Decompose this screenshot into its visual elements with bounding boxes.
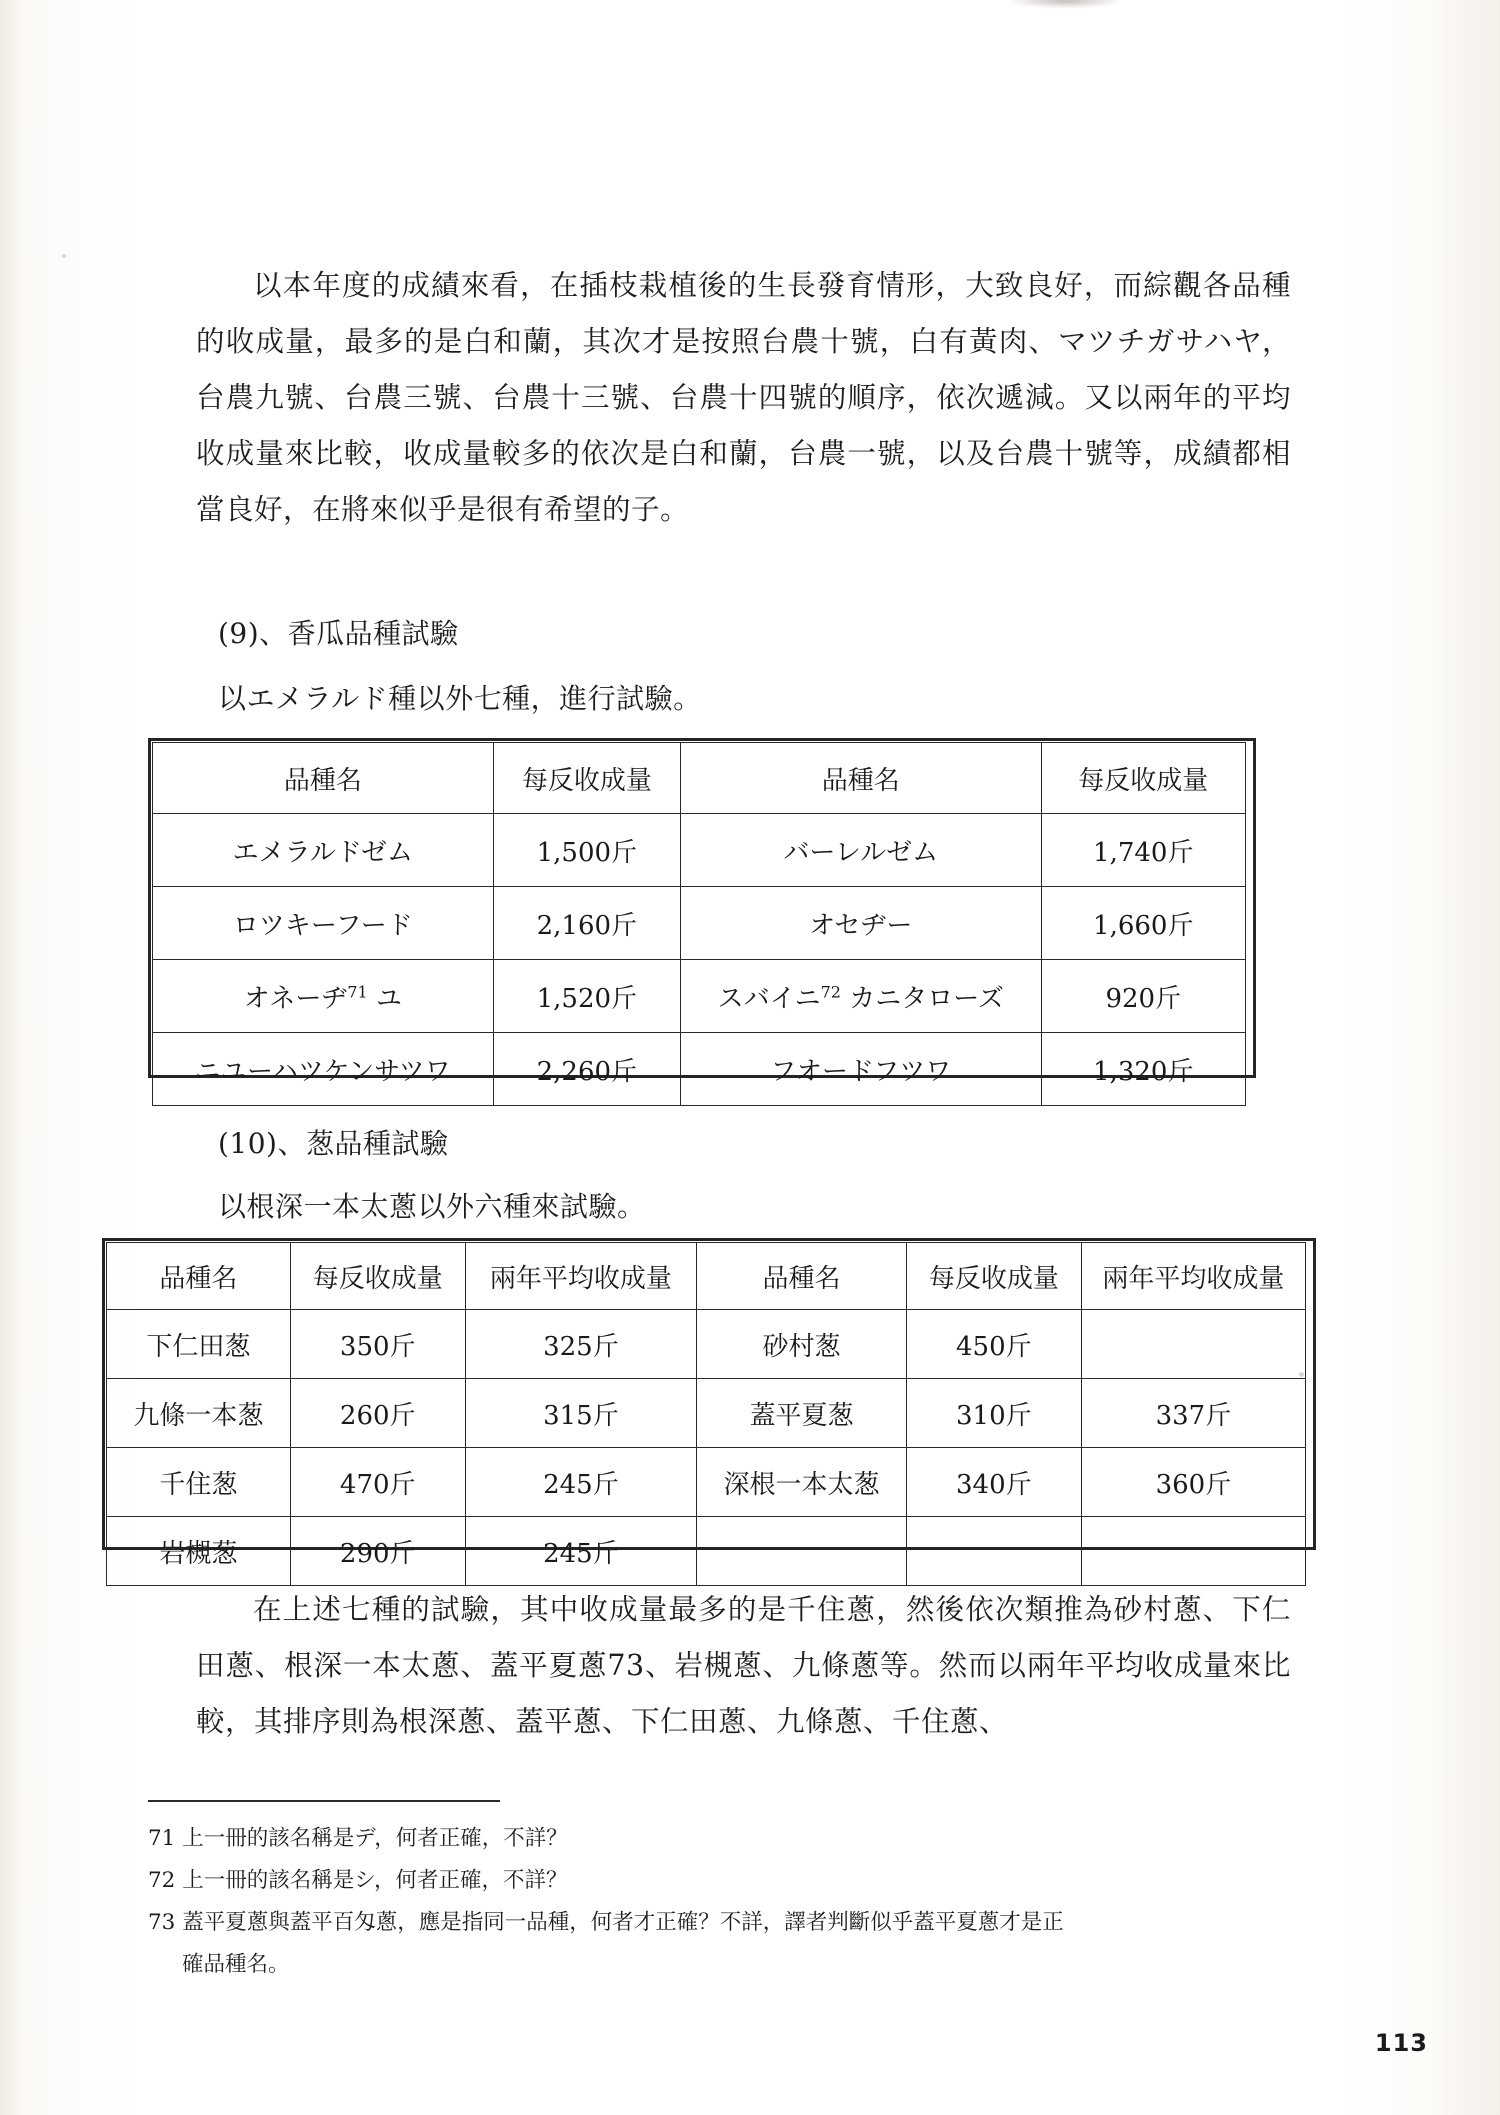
cell-variety-part-b: ユ	[376, 983, 403, 1014]
column-header-yield-right: 每反收成量	[1041, 743, 1245, 814]
cell-two-year-avg: 325斤	[465, 1310, 696, 1379]
cell-variety: ロツキーフード	[153, 887, 494, 960]
cell-two-year-avg: 315斤	[465, 1379, 696, 1448]
cell-variety: 砂村葱	[697, 1310, 907, 1379]
table-header-row	[107, 1243, 1306, 1310]
footnote-separator	[148, 1800, 500, 1802]
cell-yield: 1,500斤	[493, 814, 680, 887]
table-row	[153, 887, 1246, 960]
footnote-marker-71: 71	[347, 981, 368, 1001]
paragraph-intro-text: 以本年度的成績來看，在插枝栽植後的生長發育情形，大致良好，而綜觀各品種的收成量，最多的是白和蘭，其次才是按照台農十號，白有黃肉、マツチガサハヤ，台農九號、台農三號、台農十三號、台農十四號的順序，依次遞減。又以兩年的平均收成量來比較，收成量較多的依次是白和蘭，台農一號，以及台農十號等，成績都相當良好，在將來似乎是很有希望的子。	[196, 269, 1291, 526]
cell-variety: フオードフツワ	[681, 1033, 1042, 1106]
footnote-text-continued: 確品種名。	[182, 1952, 290, 1977]
footnote-number: 73	[148, 1910, 176, 1935]
cell-variety: ニユーハツケンサツワ	[153, 1033, 494, 1106]
cell-yield: 310斤	[906, 1379, 1081, 1448]
cell-yield: 1,740斤	[1041, 814, 1245, 887]
cell-yield: 1,320斤	[1041, 1033, 1245, 1106]
footnote-marker-72: 72	[820, 981, 841, 1001]
cell-variety: 蓋平夏葱	[697, 1379, 907, 1448]
cell-yield: 290斤	[290, 1517, 465, 1586]
footnote-number: 72	[148, 1868, 176, 1893]
column-header-yield-left: 每反收成量	[493, 743, 680, 814]
cell-two-year-avg: 337斤	[1081, 1379, 1305, 1448]
table-row	[107, 1448, 1306, 1517]
cell-variety: 千住葱	[107, 1448, 291, 1517]
table-row	[153, 1033, 1246, 1106]
page-number: 113	[1374, 2029, 1428, 2057]
table-row	[153, 960, 1246, 1033]
footnote-item	[148, 1818, 1298, 1860]
table-row	[107, 1310, 1306, 1379]
footnote-item	[148, 1860, 1298, 1902]
cell-yield: 1,660斤	[1041, 887, 1245, 960]
table-row	[107, 1379, 1306, 1448]
section-10-heading: (10)、葱品種試驗	[218, 1127, 449, 1160]
cell-variety-with-footnote	[153, 960, 494, 1033]
onion-variety-table	[106, 1242, 1306, 1586]
cell-variety-part-a: オネーヂ	[243, 983, 348, 1014]
footnote-text: 上一冊的該名稱是デ，何者正確，不詳？	[182, 1826, 568, 1851]
cell-variety-part-b: カニタローズ	[849, 983, 1004, 1014]
footnote-list	[148, 1818, 1298, 1986]
cell-yield-empty	[906, 1517, 1081, 1586]
section-9-subtitle: 以エメラルド種以外七種，進行試驗。	[218, 682, 702, 715]
cell-two-year-avg-empty	[1081, 1310, 1305, 1379]
cell-variety: 岩槻葱	[107, 1517, 291, 1586]
cell-variety: 下仁田葱	[107, 1310, 291, 1379]
cell-two-year-avg-empty	[1081, 1517, 1305, 1586]
cell-yield: 470斤	[290, 1448, 465, 1517]
column-header-yield-right: 每反收成量	[906, 1243, 1081, 1310]
column-header-variety-right: 品種名	[681, 743, 1042, 814]
paragraph-summary	[196, 1582, 1291, 1750]
cell-two-year-avg: 360斤	[1081, 1448, 1305, 1517]
cell-yield: 920斤	[1041, 960, 1245, 1033]
column-header-variety-right: 品種名	[697, 1243, 907, 1310]
section-10-subtitle: 以根深一本太蔥以外六種來試驗。	[218, 1190, 646, 1223]
cell-variety: バーレルゼム	[681, 814, 1042, 887]
cell-variety: オセヂー	[681, 887, 1042, 960]
footnote-number: 71	[148, 1826, 176, 1851]
column-header-two-year-avg-right: 兩年平均收成量	[1081, 1243, 1305, 1310]
column-header-yield-left: 每反收成量	[290, 1243, 465, 1310]
cell-yield: 450斤	[906, 1310, 1081, 1379]
column-header-variety-left: 品種名	[153, 743, 494, 814]
table-row	[107, 1517, 1306, 1586]
cell-variety: 九條一本葱	[107, 1379, 291, 1448]
cell-yield: 2,160斤	[493, 887, 680, 960]
table-row	[153, 814, 1246, 887]
cell-yield: 2,260斤	[493, 1033, 680, 1106]
melon-variety-table	[152, 742, 1246, 1106]
cell-two-year-avg: 245斤	[465, 1517, 696, 1586]
footnote-text: 上一冊的該名稱是シ，何者正確，不詳？	[182, 1868, 568, 1893]
column-header-two-year-avg-left: 兩年平均收成量	[465, 1243, 696, 1310]
section-9-heading: (9)、香瓜品種試驗	[218, 617, 459, 650]
cell-variety: エメラルドゼム	[153, 814, 494, 887]
cell-yield: 260斤	[290, 1379, 465, 1448]
cell-variety-part-a: スバイニ	[717, 983, 821, 1014]
footnote-text: 蓋平夏蔥與蓋平百匁蔥，應是指同一品種，何者才正確？不詳，譯者判斷似乎蓋平夏蔥才是正	[182, 1910, 1064, 1935]
footnote-item	[148, 1902, 1298, 1986]
column-header-variety-left: 品種名	[107, 1243, 291, 1310]
cell-yield: 350斤	[290, 1310, 465, 1379]
cell-variety-with-footnote	[681, 960, 1042, 1033]
cell-yield: 340斤	[906, 1448, 1081, 1517]
cell-two-year-avg: 245斤	[465, 1448, 696, 1517]
table-header-row	[153, 743, 1246, 814]
cell-yield: 1,520斤	[493, 960, 680, 1033]
cell-variety: 深根一本太葱	[697, 1448, 907, 1517]
cell-variety-empty	[697, 1517, 907, 1586]
paragraph-summary-text: 在上述七種的試驗，其中收成量最多的是千住蔥，然後依次類推為砂村蔥、下仁田蔥、根深一本太蔥、蓋平夏蔥73、岩槻蔥、九條蔥等。然而以兩年平均收成量來比較，其排序則為根深蔥、蓋平蔥、下仁田蔥、九條蔥、千住蔥、	[196, 1593, 1291, 1738]
paragraph-intro	[196, 258, 1291, 538]
